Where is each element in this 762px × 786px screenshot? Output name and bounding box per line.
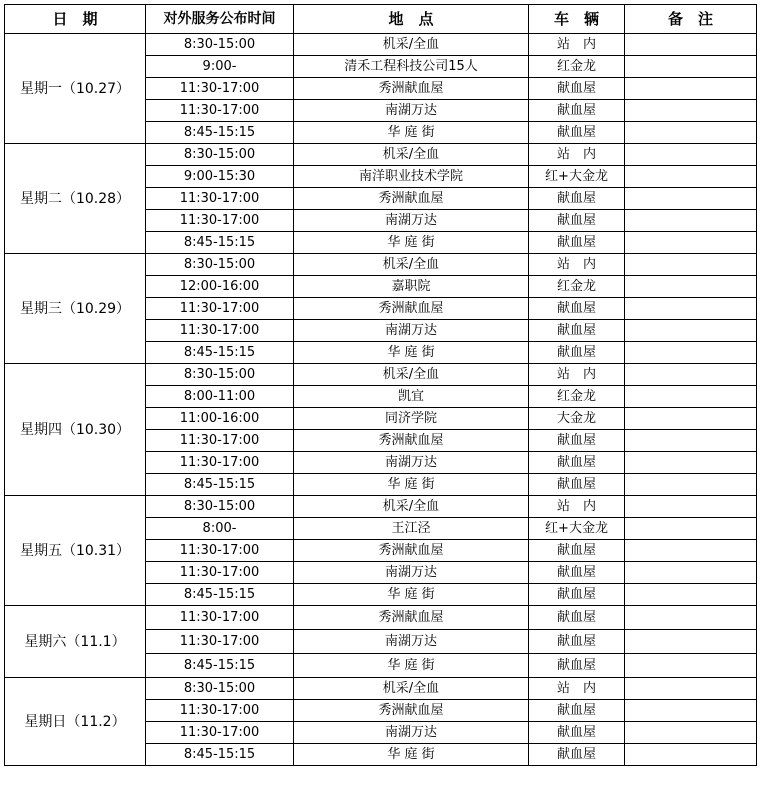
note-cell	[625, 474, 757, 496]
location-cell: 南湖万达	[294, 722, 529, 744]
note-cell	[625, 34, 757, 56]
time-cell: 8:45-15:15	[146, 584, 294, 606]
vehicle-cell: 献血屋	[529, 606, 625, 630]
day-cell: 星期日（11.2）	[5, 678, 146, 766]
note-cell	[625, 562, 757, 584]
vehicle-cell: 献血屋	[529, 654, 625, 678]
day-cell: 星期一（10.27）	[5, 34, 146, 144]
day-cell: 星期三（10.29）	[5, 254, 146, 364]
vehicle-cell: 红金龙	[529, 56, 625, 78]
vehicle-cell: 献血屋	[529, 320, 625, 342]
vehicle-cell: 红+大金龙	[529, 166, 625, 188]
location-cell: 南湖万达	[294, 452, 529, 474]
vehicle-cell: 献血屋	[529, 78, 625, 100]
time-cell: 8:45-15:15	[146, 342, 294, 364]
note-cell	[625, 100, 757, 122]
location-cell: 机采/全血	[294, 144, 529, 166]
note-cell	[625, 188, 757, 210]
time-cell: 8:45-15:15	[146, 232, 294, 254]
vehicle-cell: 献血屋	[529, 630, 625, 654]
schedule-table	[4, 4, 757, 766]
vehicle-cell: 献血屋	[529, 232, 625, 254]
location-cell: 嘉职院	[294, 276, 529, 298]
vehicle-cell: 献血屋	[529, 210, 625, 232]
time-cell: 11:30-17:00	[146, 210, 294, 232]
time-cell: 8:30-15:00	[146, 34, 294, 56]
vehicle-cell: 红金龙	[529, 276, 625, 298]
note-cell	[625, 654, 757, 678]
note-cell	[625, 584, 757, 606]
table-row	[5, 606, 757, 630]
table-row	[5, 144, 757, 166]
location-cell: 王江泾	[294, 518, 529, 540]
note-cell	[625, 342, 757, 364]
note-cell	[625, 166, 757, 188]
time-cell: 8:30-15:00	[146, 678, 294, 700]
table-row	[5, 678, 757, 700]
time-cell: 8:30-15:00	[146, 144, 294, 166]
note-cell	[625, 722, 757, 744]
time-cell: 8:30-15:00	[146, 364, 294, 386]
note-cell	[625, 276, 757, 298]
note-cell	[625, 606, 757, 630]
vehicle-cell: 站 内	[529, 254, 625, 276]
header-vehicle: 车 辆	[529, 5, 625, 34]
table-row	[5, 496, 757, 518]
time-cell: 8:45-15:15	[146, 744, 294, 766]
time-cell: 8:45-15:15	[146, 474, 294, 496]
time-cell: 12:00-16:00	[146, 276, 294, 298]
location-cell: 机采/全血	[294, 34, 529, 56]
vehicle-cell: 献血屋	[529, 700, 625, 722]
time-cell: 8:30-15:00	[146, 254, 294, 276]
vehicle-cell: 献血屋	[529, 722, 625, 744]
vehicle-cell: 红+大金龙	[529, 518, 625, 540]
location-cell: 凯宜	[294, 386, 529, 408]
note-cell	[625, 386, 757, 408]
time-cell: 11:30-17:00	[146, 188, 294, 210]
vehicle-cell: 献血屋	[529, 122, 625, 144]
vehicle-cell: 献血屋	[529, 540, 625, 562]
time-cell: 11:30-17:00	[146, 452, 294, 474]
vehicle-cell: 站 内	[529, 496, 625, 518]
location-cell: 秀洲献血屋	[294, 78, 529, 100]
time-cell: 11:30-17:00	[146, 430, 294, 452]
table-row	[5, 254, 757, 276]
location-cell: 同济学院	[294, 408, 529, 430]
day-cell: 星期四（10.30）	[5, 364, 146, 496]
time-cell: 8:45-15:15	[146, 122, 294, 144]
time-cell: 11:30-17:00	[146, 630, 294, 654]
location-cell: 南湖万达	[294, 320, 529, 342]
note-cell	[625, 518, 757, 540]
location-cell: 秀洲献血屋	[294, 430, 529, 452]
time-cell: 11:30-17:00	[146, 320, 294, 342]
location-cell: 秀洲献血屋	[294, 298, 529, 320]
vehicle-cell: 献血屋	[529, 188, 625, 210]
table-row	[5, 364, 757, 386]
table-row	[5, 34, 757, 56]
location-cell: 南湖万达	[294, 562, 529, 584]
time-cell: 11:30-17:00	[146, 100, 294, 122]
note-cell	[625, 452, 757, 474]
location-cell: 南洋职业技术学院	[294, 166, 529, 188]
note-cell	[625, 56, 757, 78]
location-cell: 机采/全血	[294, 254, 529, 276]
location-cell: 华 庭 街	[294, 122, 529, 144]
time-cell: 11:30-17:00	[146, 700, 294, 722]
header-service-time: 对外服务公布时间	[146, 5, 294, 34]
vehicle-cell: 献血屋	[529, 452, 625, 474]
location-cell: 南湖万达	[294, 100, 529, 122]
location-cell: 秀洲献血屋	[294, 606, 529, 630]
location-cell: 机采/全血	[294, 496, 529, 518]
note-cell	[625, 700, 757, 722]
note-cell	[625, 144, 757, 166]
note-cell	[625, 744, 757, 766]
note-cell	[625, 232, 757, 254]
note-cell	[625, 540, 757, 562]
time-cell: 11:30-17:00	[146, 540, 294, 562]
location-cell: 华 庭 街	[294, 744, 529, 766]
vehicle-cell: 站 内	[529, 144, 625, 166]
time-cell: 8:00-11:00	[146, 386, 294, 408]
vehicle-cell: 献血屋	[529, 100, 625, 122]
note-cell	[625, 298, 757, 320]
header-date: 日 期	[5, 5, 146, 34]
location-cell: 华 庭 街	[294, 654, 529, 678]
note-cell	[625, 630, 757, 654]
note-cell	[625, 210, 757, 232]
vehicle-cell: 献血屋	[529, 474, 625, 496]
schedule-body	[5, 34, 757, 766]
vehicle-cell: 大金龙	[529, 408, 625, 430]
time-cell: 8:00-	[146, 518, 294, 540]
location-cell: 华 庭 街	[294, 474, 529, 496]
vehicle-cell: 献血屋	[529, 584, 625, 606]
day-cell: 星期六（11.1）	[5, 606, 146, 678]
note-cell	[625, 408, 757, 430]
location-cell: 机采/全血	[294, 678, 529, 700]
time-cell: 8:45-15:15	[146, 654, 294, 678]
vehicle-cell: 献血屋	[529, 298, 625, 320]
location-cell: 南湖万达	[294, 630, 529, 654]
vehicle-cell: 站 内	[529, 34, 625, 56]
location-cell: 秀洲献血屋	[294, 700, 529, 722]
time-cell: 11:30-17:00	[146, 78, 294, 100]
time-cell: 11:00-16:00	[146, 408, 294, 430]
location-cell: 清禾工程科技公司15人	[294, 56, 529, 78]
note-cell	[625, 496, 757, 518]
location-cell: 秀洲献血屋	[294, 540, 529, 562]
note-cell	[625, 122, 757, 144]
location-cell: 华 庭 街	[294, 584, 529, 606]
location-cell: 华 庭 街	[294, 232, 529, 254]
location-cell: 秀洲献血屋	[294, 188, 529, 210]
vehicle-cell: 红金龙	[529, 386, 625, 408]
vehicle-cell: 献血屋	[529, 342, 625, 364]
note-cell	[625, 254, 757, 276]
day-cell: 星期五（10.31）	[5, 496, 146, 606]
header-note: 备 注	[625, 5, 757, 34]
vehicle-cell: 献血屋	[529, 744, 625, 766]
note-cell	[625, 364, 757, 386]
note-cell	[625, 430, 757, 452]
vehicle-cell: 站 内	[529, 678, 625, 700]
note-cell	[625, 320, 757, 342]
time-cell: 11:30-17:00	[146, 722, 294, 744]
location-cell: 南湖万达	[294, 210, 529, 232]
time-cell: 9:00-	[146, 56, 294, 78]
vehicle-cell: 献血屋	[529, 562, 625, 584]
note-cell	[625, 78, 757, 100]
time-cell: 8:30-15:00	[146, 496, 294, 518]
vehicle-cell: 站 内	[529, 364, 625, 386]
header-row	[5, 5, 757, 34]
time-cell: 11:30-17:00	[146, 298, 294, 320]
location-cell: 华 庭 街	[294, 342, 529, 364]
note-cell	[625, 678, 757, 700]
day-cell: 星期二（10.28）	[5, 144, 146, 254]
vehicle-cell: 献血屋	[529, 430, 625, 452]
time-cell: 9:00-15:30	[146, 166, 294, 188]
time-cell: 11:30-17:00	[146, 562, 294, 584]
header-location: 地 点	[294, 5, 529, 34]
time-cell: 11:30-17:00	[146, 606, 294, 630]
location-cell: 机采/全血	[294, 364, 529, 386]
